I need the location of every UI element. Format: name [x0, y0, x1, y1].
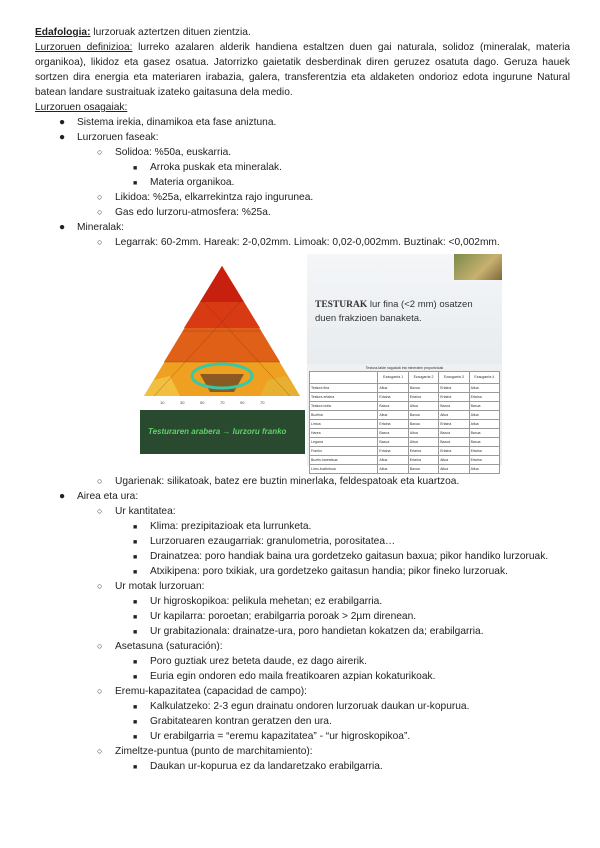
list-item: ○ Solidoa: %50a, euskarria.: [97, 147, 232, 158]
bullet-icon: ●: [59, 491, 66, 502]
table-row: Legarra Baxua Altua Baxua Baxua: [310, 438, 500, 447]
soil-texture-triangle: [140, 264, 305, 414]
list-item: ○ Zimeltze-puntua (punto de marchitamiento):: [97, 746, 313, 757]
list-item: ■ Ur grabitazionala: drainatze-ura, poro handietan kokatzen da; erabilgarria.: [35, 624, 570, 639]
circle-bullet-icon: ○: [97, 581, 103, 591]
table-row: Testura fina Altua Baxua Ertaina Altua: [310, 384, 500, 393]
table-row: Franko Ertaina Ertaina Ertaina Ertaina: [310, 447, 500, 456]
list-item: ● Airea eta ura:: [59, 491, 139, 502]
square-bullet-icon: ■: [133, 719, 138, 726]
soil-photo-badge: [454, 254, 502, 280]
texture-table: [309, 371, 500, 474]
texture-banner: [140, 410, 305, 454]
edafologia-text: lurzoruak aztertzen dituen zientzia.: [90, 27, 251, 38]
circle-bullet-icon: ○: [97, 476, 103, 486]
edafologia-line: [35, 25, 570, 40]
list-item: ■ Kalkulatzeko: 2-3 egun drainatu ondoren lurzoruak daukan ur-kopurua.: [35, 699, 570, 714]
components-heading: Lurzoruen osagaiak:: [35, 102, 128, 113]
table-row: Harea Baxua Altua Baxua Baxua: [310, 429, 500, 438]
texture-triangle-image: [140, 264, 305, 464]
square-bullet-icon: ■: [133, 704, 138, 711]
table-row: Testura ertaina Ertaina Ertaina Ertaina Ertaina: [310, 393, 500, 402]
list-item: ■ Drainatzea: poro handiak baina ura gordetzeko gaitasun baxua; pikor handiko lurzoruak.: [35, 549, 570, 564]
list-item: ○ Gas edo lurzoru-atmosfera: %25a.: [97, 207, 271, 218]
document-page: [35, 25, 570, 774]
list-item: ■ Lurzoruaren ezaugarriak: granulometria, porositatea…: [35, 534, 570, 549]
circle-bullet-icon: ○: [97, 147, 103, 157]
list-item: ■ Ur higroskopikoa: pelikula mehetan; ez erabilgarria.: [35, 594, 570, 609]
svg-text:10: 10: [160, 400, 165, 405]
texture-table-wrap: [309, 366, 500, 474]
list-item: ○ Eremu-kapazitatea (capacidad de campo):: [97, 686, 307, 697]
circle-bullet-icon: ○: [97, 746, 103, 756]
list-item: ■ Daukan ur-kopurua ez da landaretzako erabilgarria.: [35, 759, 570, 774]
list-item: ○ Likidoa: %25a, elkarrekintza rajo ingurunea.: [97, 192, 314, 203]
svg-text:50: 50: [200, 400, 205, 405]
square-bullet-icon: ■: [133, 554, 138, 561]
square-bullet-icon: ■: [133, 599, 138, 606]
table-row: Buztin-hareatsua Altua Ertaina Altua Ertaina: [310, 456, 500, 465]
bullet-icon: ●: [59, 222, 66, 233]
circle-bullet-icon: ○: [97, 686, 103, 696]
banner-text: Testuraren arabera → lurzoru franko: [148, 427, 287, 436]
list-item: ■ Materia organikoa.: [35, 175, 570, 190]
circle-bullet-icon: ○: [97, 192, 103, 202]
slide-title-bold: TESTURAK: [315, 300, 368, 310]
definition-paragraph: [35, 40, 570, 100]
list-item: ○ Ugarienak: silikatoak, batez ere buztin minerlaka, feldespatoak eta kuartzoa.: [97, 476, 460, 487]
list-item: ■ Euria egin ondoren edo maila freatikoaren azpian kokaturikoak.: [35, 669, 570, 684]
definition-text: lurreko azalaren alderik handiena estaltzen duen gai naturala, solidoz (mineralak, materia organikoa), likidoz eta gasez osatua. Jatorrizko gaietatik desberdinak diren geruzez osatuta dago. Geruza hauek sortzen dira energia eta materiaren irabazia, galera, transferentzia eta aldaketen ondorioz edota ingurune Natural batean landare sustraituak izateko gaitasuna dela medio.: [35, 42, 570, 98]
list-item: ○ Ur motak lurzoruan:: [97, 581, 205, 592]
table-row: Testura lodia Baxua Altua Baxua Baxua: [310, 402, 500, 411]
list-item: ■ Arroka puskak eta mineralak.: [35, 160, 570, 175]
svg-text:70: 70: [220, 400, 225, 405]
circle-bullet-icon: ○: [97, 641, 103, 651]
list-item: ○ Ur kantitatea:: [97, 506, 176, 517]
square-bullet-icon: ■: [133, 764, 138, 771]
edafologia-term: Edafologia:: [35, 27, 91, 38]
circle-bullet-icon: ○: [97, 506, 103, 516]
texture-slide: [307, 254, 502, 471]
components-list: [35, 115, 570, 250]
svg-text:70: 70: [260, 400, 265, 405]
table-row: Limo-buztintsua Altua Baxua Altua Altua: [310, 465, 500, 474]
list-item: ■ Klima: prezipitazioak eta lurrunketa.: [35, 519, 570, 534]
table-caption: Testura-talde nagusiak eta mineralen proportzioak: [365, 366, 444, 370]
list-item: ■ Grabitatearen kontran geratzen den ura.: [35, 714, 570, 729]
list-item: ■ Poro guztiak urez beteta daude, ez dago airerik.: [35, 654, 570, 669]
table-row: Limoa Ertaina Baxua Ertaina Altua: [310, 420, 500, 429]
table-header-row: Ezaugarria 1 Ezaugarria 2 Ezaugarria 3 Ezaugarria 4: [310, 372, 500, 384]
square-bullet-icon: ■: [133, 674, 138, 681]
list-item: ○ Legarrak: 60-2mm. Hareak: 2-0,02mm. Limoak: 0,02-0,002mm. Buztinak: <0,002mm.: [97, 237, 500, 248]
square-bullet-icon: ■: [133, 659, 138, 666]
texture-figure: [35, 254, 570, 472]
square-bullet-icon: ■: [133, 539, 138, 546]
components-list-continued: [35, 474, 570, 774]
list-item: ● Sistema irekia, dinamikoa eta fase aniztuna.: [59, 117, 277, 128]
list-item: ■ Ur erabilgarria = “eremu kapazitatea” - “ur higroskopikoa”.: [35, 729, 570, 744]
table-row: Buztina Altua Baxua Altua Altua: [310, 411, 500, 420]
svg-text:30: 30: [180, 400, 185, 405]
square-bullet-icon: ■: [133, 734, 138, 741]
square-bullet-icon: ■: [133, 180, 138, 187]
circle-bullet-icon: ○: [97, 207, 103, 217]
list-item: ■ Ur kapilarra: poroetan; erabilgarria poroak > 2µm direnean.: [35, 609, 570, 624]
square-bullet-icon: ■: [133, 569, 138, 576]
square-bullet-icon: ■: [133, 614, 138, 621]
square-bullet-icon: ■: [133, 165, 138, 172]
list-item: ● Lurzoruen faseak:: [59, 132, 159, 143]
svg-text:90: 90: [240, 400, 245, 405]
circle-bullet-icon: ○: [97, 237, 103, 247]
list-item: ● Mineralak:: [59, 222, 124, 233]
list-item: ■ Atxikipena: poro txikiak, ura gordetzeko gaitasun handia; pikor fineko lurzoruak.: [35, 564, 570, 579]
bullet-icon: ●: [59, 117, 66, 128]
square-bullet-icon: ■: [133, 524, 138, 531]
square-bullet-icon: ■: [133, 629, 138, 636]
bullet-icon: ●: [59, 132, 66, 143]
slide-title-text: lur fina (<2 mm) osatzen duen frakzioen banaketa.: [315, 299, 473, 324]
slide-title: [315, 298, 490, 325]
definition-term: Lurzoruen definizioa:: [35, 42, 133, 53]
list-item: ○ Asetasuna (saturación):: [97, 641, 223, 652]
